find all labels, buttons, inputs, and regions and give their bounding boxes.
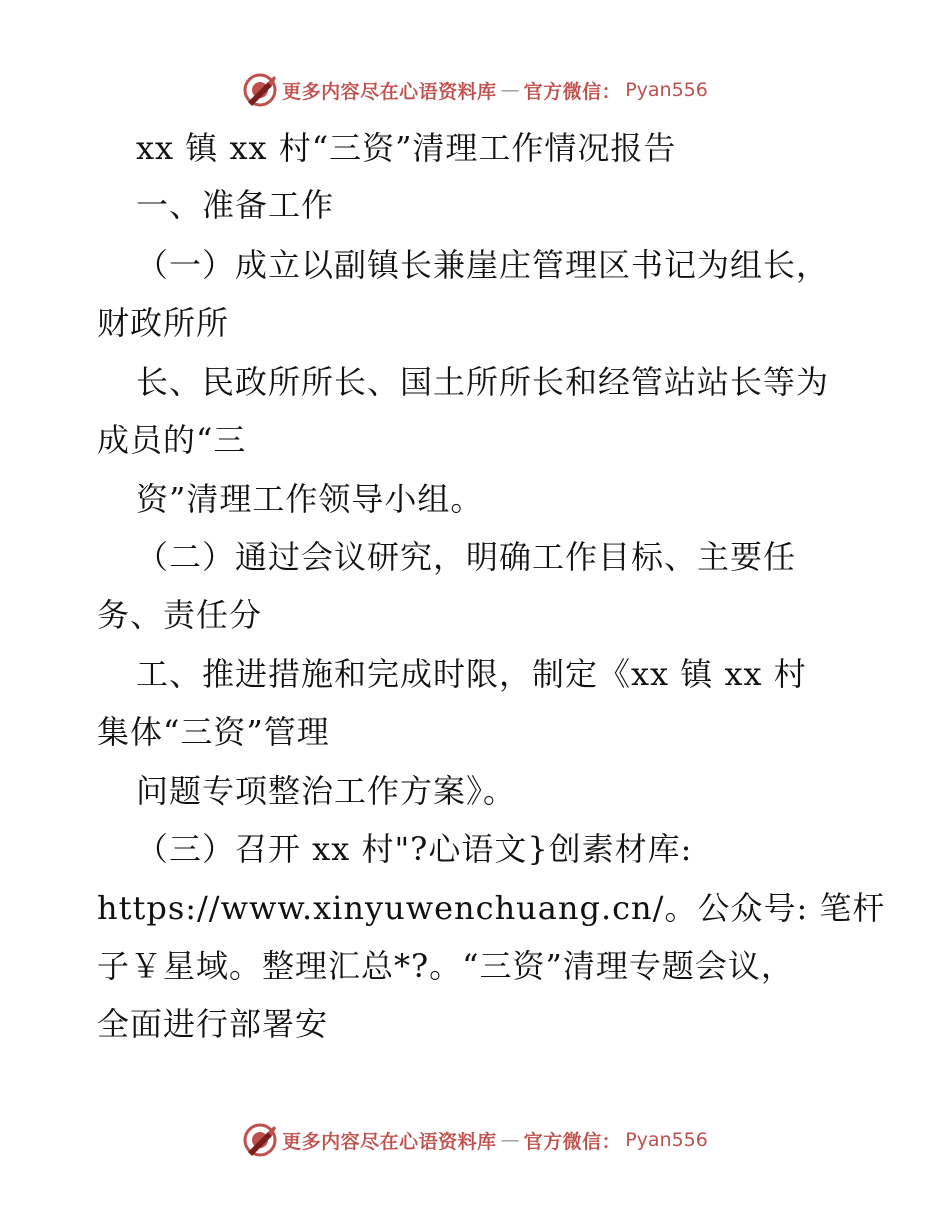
banner-wechat-label: 官方微信： xyxy=(523,1130,622,1153)
banner-dash: — xyxy=(500,1129,520,1151)
paragraph-line: 长、民政所所长、国土所所长和经管站站长等为 xyxy=(136,363,830,401)
section-heading: 一、准备工作 xyxy=(136,186,335,224)
paragraph-line: 工、推进措施和完成时限，制定《xx 镇 xx 村 xyxy=(136,655,807,693)
paragraph-line: 集体“三资”管理 xyxy=(97,713,330,751)
paragraph-line: （二）通过会议研究，明确工作目标、主要任 xyxy=(136,538,797,576)
banner-wechat-label: 官方微信： xyxy=(523,80,622,103)
paragraph-line: 务、责任分 xyxy=(97,596,263,634)
paragraph-line: https://www.xinyuwenchuang.cn/。公众号: 笔杆 xyxy=(97,889,886,927)
paragraph-line: 成员的“三 xyxy=(97,421,247,459)
document-title: xx 镇 xx 村“三资”清理工作情况报告 xyxy=(136,129,677,167)
paragraph-line: 全面进行部署安 xyxy=(97,1005,329,1043)
banner-main-text: 更多内容尽在心语资料库 xyxy=(282,80,497,103)
paragraph-line: 问题专项整治工作方案》。 xyxy=(136,772,517,810)
banner-dash: — xyxy=(500,79,520,101)
footer-banner xyxy=(0,1120,950,1160)
banner-main-text: 更多内容尽在心语资料库 xyxy=(282,1130,497,1153)
paragraph-line: 子￥星域。整理汇总*?。“三资”清理专题会议， xyxy=(97,947,794,985)
paragraph-line: （一）成立以副镇长兼崖庄管理区书记为组长， xyxy=(136,246,830,284)
paragraph-line: （三）召开 xx 村"?心语文}创素材库: xyxy=(136,830,693,868)
banner-wechat-id: Pyan556 xyxy=(625,1129,708,1151)
pen-logo-icon xyxy=(242,1122,278,1158)
paragraph-line: 财政所所 xyxy=(97,304,230,342)
paragraph-line: 资”清理工作领导小组。 xyxy=(136,480,484,518)
banner-wechat-id: Pyan556 xyxy=(625,79,708,101)
